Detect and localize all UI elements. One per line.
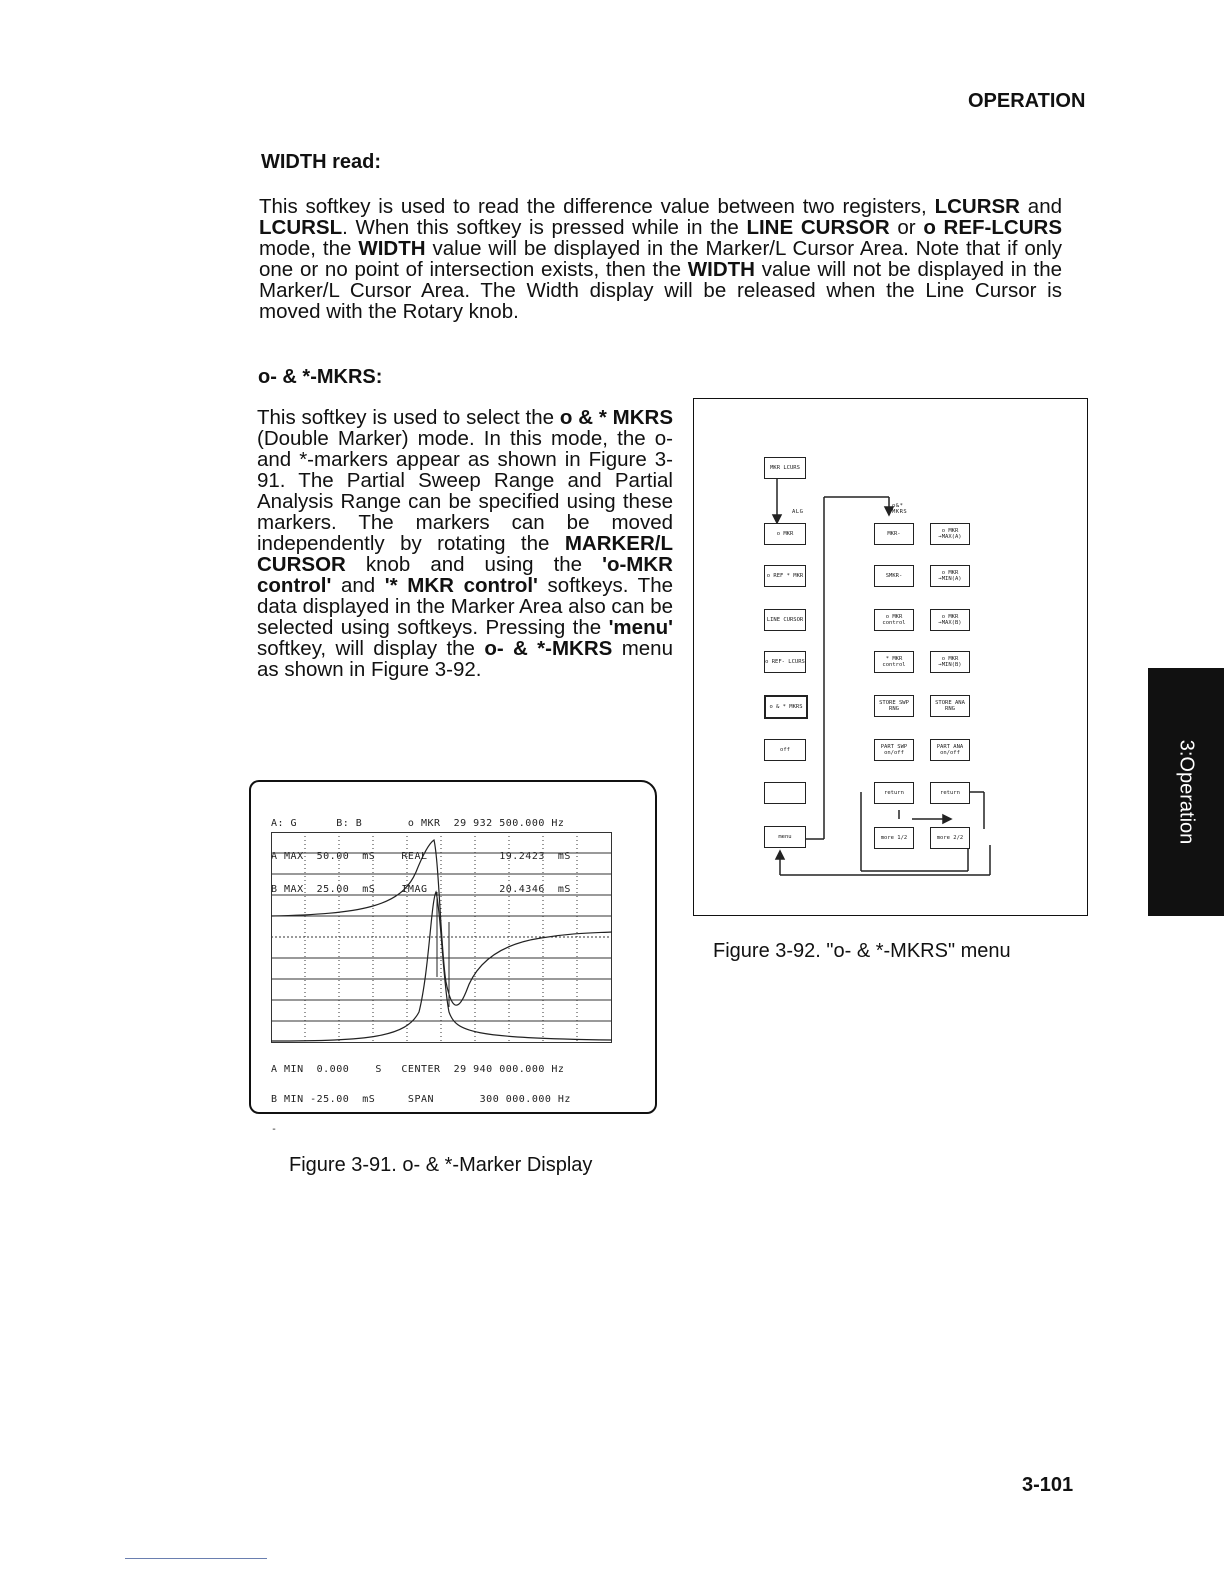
marker-display-screen [249, 780, 657, 1135]
page-number: 3-101 [1022, 1474, 1074, 1496]
softkey-mkr-minus[interactable]: MKR- [874, 523, 914, 545]
softkey-more-2-2[interactable]: more 2/2 [930, 827, 970, 849]
screen-bottom-readout [271, 1045, 571, 1155]
figure-391-caption: Figure 3-91. o- & *-Marker Display [289, 1154, 593, 1176]
softkey-smkr-minus[interactable]: SMKR- [874, 565, 914, 587]
softkey-o-ref-lcurs[interactable]: o REF- LCURS [764, 651, 806, 673]
softkey-o-ref-mkr[interactable]: o REF * MKR [764, 565, 806, 587]
footer-rule [125, 1558, 267, 1559]
softkey-part-swp-onoff[interactable]: PART SWP on/off [874, 739, 914, 761]
softkey-return[interactable]: return [930, 782, 970, 804]
readout-line: B MIN -25.00 mS SPAN 300 000.000 Hz [271, 1094, 571, 1105]
alg-label: ALG [792, 509, 804, 515]
section-header: OPERATION [968, 90, 1086, 112]
softkey-more-1-2[interactable]: more 1/2 [874, 827, 914, 849]
softkey-store-ana-rng[interactable]: STORE ANA RNG [930, 695, 970, 717]
marker-trace-plot [271, 832, 613, 1044]
softkey-line-cursor[interactable]: LINE CURSOR [764, 609, 806, 631]
chapter-tab [1148, 668, 1224, 916]
softkey-mkr-lcurs[interactable]: MKR LCURS [764, 457, 806, 479]
softkey-part-ana-onoff[interactable]: PART ANA on/off [930, 739, 970, 761]
softkey-o-mkr-max-b[interactable]: o MKR →MAX(B) [930, 609, 970, 631]
readout-line: A MAX 50.00 mS REAL 19.2423 mS [271, 851, 571, 862]
omkrs-label: o&* MKRS [892, 503, 908, 515]
softkey-star-mkr-control[interactable]: * MKR control [874, 651, 914, 673]
readout-line: - [271, 1124, 278, 1135]
width-read-heading: WIDTH read: [261, 151, 381, 173]
softkey-return[interactable]: return [874, 782, 914, 804]
mkrs-heading: o- & *-MKRS: [258, 366, 383, 388]
width-read-paragraph: This softkey is used to read the difference value between two registers, LCURSR and LCURSL. When this softkey is pressed while in the LINE CURSOR or o REF-LCURS mode, the WIDTH value will be displayed in the Marker/L Cursor Area. Note that if only one or no point of intersection exists, then the WIDTH value will not be displayed in the Marker/L Cursor Area. The Width display will be released when the Line Cursor is moved with the Rotary knob. [259, 195, 1062, 323]
softkey-o-mkr-min-b[interactable]: o MKR →MIN(B) [930, 651, 970, 673]
chapter-tab-label: 3:Operation [1175, 739, 1198, 845]
softkey-blank[interactable] [764, 782, 806, 804]
readout-line: B MAX 25.00 mS IMAG 20.4346 mS [271, 884, 571, 895]
softkey-o-mkr-max-a[interactable]: o MKR →MAX(A) [930, 523, 970, 545]
softkey-o-mkr[interactable]: o MKR [764, 523, 806, 545]
softkey-store-swp-rng[interactable]: STORE SWP RNG [874, 695, 914, 717]
mkrs-paragraph: This softkey is used to select the o & * MKRS (Double Marker) mode. In this mode, the o- and *-markers appear as shown in Figure 3-91. The Partial Sweep Range and Partial Analysis Range can be specified using these markers. The markers can be moved independently by rotating the MARKER/L CURSOR knob and using the 'o-MKR control' and '* MKR control' softkeys. The data displayed in the Marker Area also can be selected using softkeys. Pressing the 'menu' softkey, will display the o- & *-MKRS menu as shown in Figure 3-92. [257, 406, 673, 681]
menu-tree-figure [693, 398, 1088, 916]
softkey-off[interactable]: off [764, 739, 806, 761]
readout-line: A MIN 0.000 S CENTER 29 940 000.000 Hz [271, 1064, 565, 1075]
softkey-o-star-mkrs[interactable]: o & * MKRS [764, 695, 808, 719]
softkey-menu[interactable]: menu [764, 826, 806, 848]
readout-line: A: G B: B o MKR 29 932 500.000 Hz [271, 818, 565, 829]
figure-392-caption: Figure 3-92. "o- & *-MKRS" menu [713, 940, 1011, 962]
softkey-o-mkr-min-a[interactable]: o MKR →MIN(A) [930, 565, 970, 587]
softkey-o-mkr-control[interactable]: o MKR control [874, 609, 914, 631]
